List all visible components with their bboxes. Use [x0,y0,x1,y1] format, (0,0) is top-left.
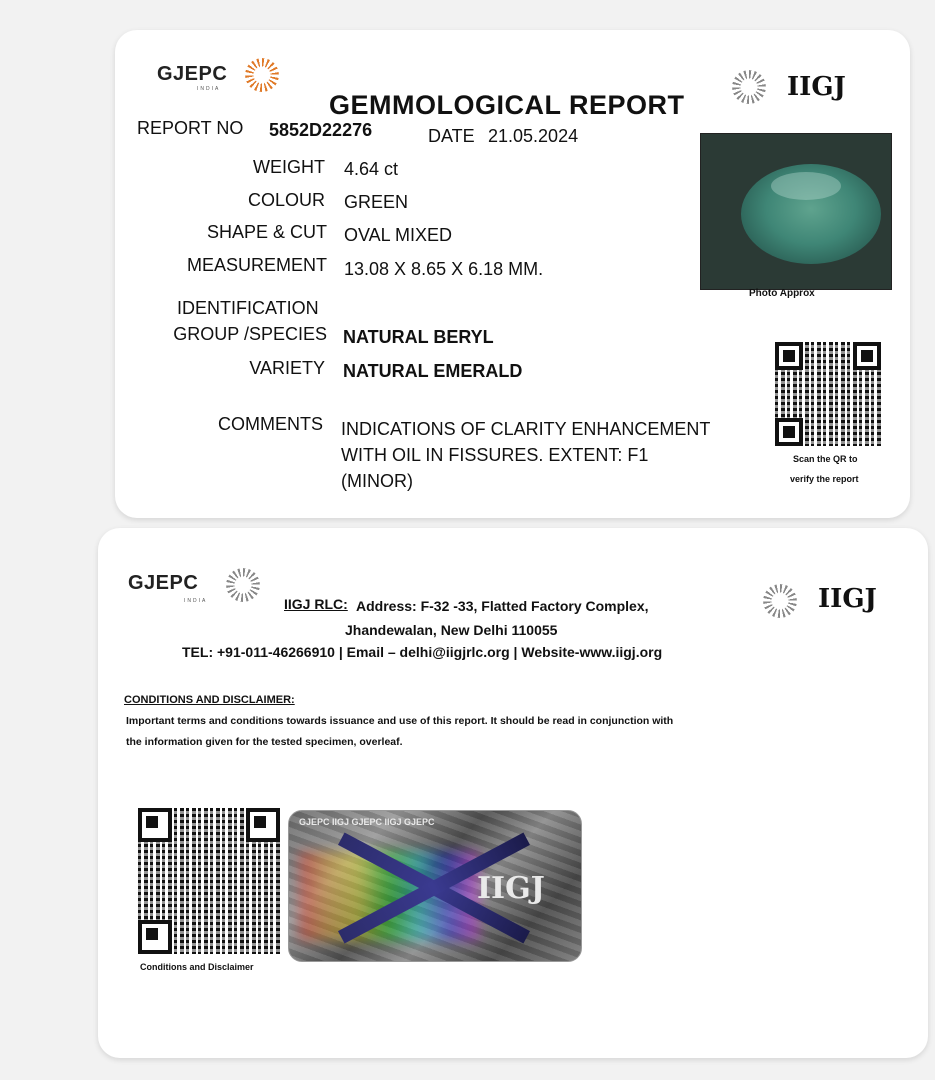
qr-caption: Conditions and Disclaimer [140,962,254,972]
gjepc-sunburst-icon [226,568,260,602]
comments-label: COMMENTS [218,414,323,434]
gjepc-logo [157,63,227,86]
iigj-logo: IIGJ [787,72,846,102]
gjepc-logo-text: GJEPC [157,63,228,85]
group-species-value: NATURAL BERYL [343,327,494,347]
identification-label: IDENTIFICATION [177,298,319,318]
weight-value: 4.64 ct [344,159,399,179]
report-title: GEMMOLOGICAL REPORT [329,90,685,120]
verify-qr-code[interactable] [775,342,881,446]
colour-label: COLOUR [247,190,325,210]
hologram-iigj-logo: IIGJ [477,871,545,906]
conditions-line-1: Important terms and conditions towards issuance and use of this report. It should be read in conjunction with [126,715,674,727]
date-label: DATE [428,126,475,146]
comments-line-1: INDICATIONS OF CLARITY ENHANCEMENT [341,419,711,439]
iigj-sunburst-icon [763,584,797,618]
qr-finder [138,920,172,954]
gem-photo [700,133,892,290]
qr-finder [138,808,172,842]
qr-finder [853,342,881,370]
variety-label: VARIETY [249,358,325,378]
comments-line-3: (MINOR) [341,471,413,491]
gjepc-logo-sub: INDIA [197,86,221,92]
report-no-value: 5852D22276 [269,120,373,140]
iigj-logo: IIGJ [818,584,877,614]
weight-label: WEIGHT [253,157,325,177]
gjepc-logo-text: GJEPC [128,572,199,594]
address-line-1: Address: F-32 -33, Flatted Factory Complex, [356,598,649,614]
qr-finder [775,342,803,370]
conditions-line-2: the information given for the tested specimen, overleaf. [126,736,403,748]
gjepc-logo-sub: INDIA [184,598,208,604]
photo-caption: Photo Approx [749,288,815,299]
colour-value: GREEN [344,192,409,212]
contact-line: TEL: +91-011-46266910 | Email – delhi@iigjrlc.org | Website-www.iigj.org [182,644,663,660]
gjepc-sunburst-icon [245,58,279,92]
qr-caption-2: verify the report [790,474,859,484]
qr-finder [775,418,803,446]
shape-cut-label: SHAPE & CUT [206,222,327,242]
gjepc-logo [128,572,198,595]
gem-facet-highlight [771,172,841,200]
conditions-qr-code[interactable] [138,808,280,954]
conditions-heading: CONDITIONS AND DISCLAIMER: [124,694,295,706]
variety-value: NATURAL EMERALD [343,361,523,381]
qr-caption-1: Scan the QR to [793,454,858,464]
iigj-sunburst-icon [732,70,766,104]
qr-finder [246,808,280,842]
address-label: IIGJ RLC: [284,596,348,612]
shape-cut-value: OVAL MIXED [344,225,453,245]
address-line-2: Jhandewalan, New Delhi 110055 [345,622,558,638]
report-card-front [115,30,910,518]
measurement-value: 13.08 X 8.65 X 6.18 MM. [344,259,544,279]
measurement-label: MEASUREMENT [186,255,327,275]
hologram-microtext: GJEPC IIGJ GJEPC IIGJ GJEPC [299,817,435,827]
comments-line-2: WITH OIL IN FISSURES. EXTENT: F1 [341,445,649,465]
group-species-label: GROUP /SPECIES [173,324,327,344]
date-value: 21.05.2024 [488,126,579,146]
report-no-label: REPORT NO [137,118,244,138]
report-card-back [98,528,928,1058]
security-hologram [288,810,582,962]
